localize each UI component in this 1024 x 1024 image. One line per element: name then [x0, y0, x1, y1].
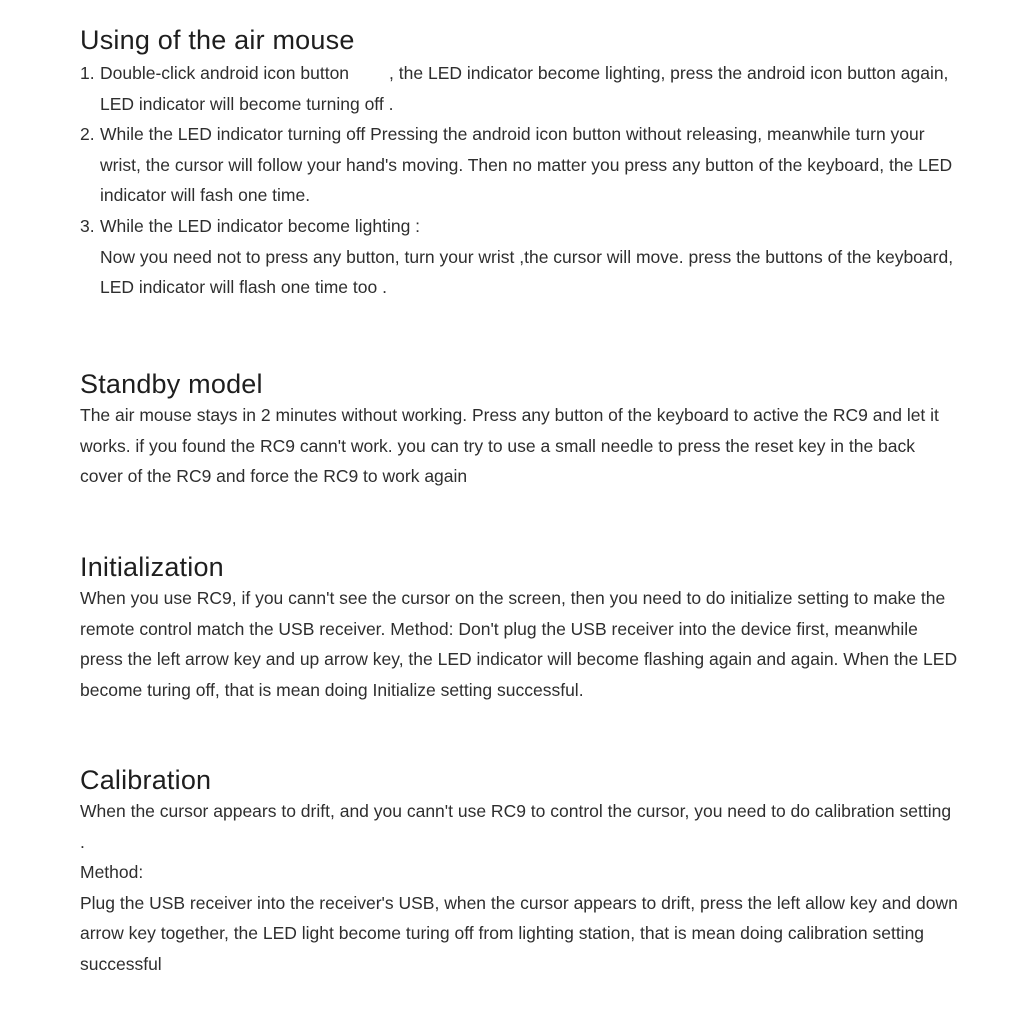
calibration-intro: When the cursor appears to drift, and you cann't use RC9 to control the cursor, you need to do calibration setting .: [80, 801, 952, 852]
list-item: [80, 58, 960, 119]
list-item-number: 2.: [80, 124, 95, 145]
list-item-text: Double-click android icon button: [100, 63, 350, 83]
initialization-section: [80, 551, 960, 705]
initialization-heading: Initialization: [80, 552, 224, 582]
list-item: [80, 119, 960, 211]
calibration-method-label: Method:: [80, 862, 144, 883]
standby-heading: Standby model: [80, 369, 263, 399]
air-mouse-heading: Using of the air mouse: [80, 25, 355, 55]
calibration-heading: Calibration: [80, 765, 212, 795]
standby-body: The air mouse stays in 2 minutes without working. Press any button of the keyboard to active the RC9 and let it works. if you found the RC9 cann't work. you can try to use a small needle to press the reset key in the back cover of the RC9 and force the RC9 to work again: [80, 405, 939, 487]
list-item-text: , the LED indicator become lighting, press the android icon button again, LED indicator will become turning off .: [100, 63, 949, 114]
calibration-method-text: Plug the USB receiver into the receiver's USB, when the cursor appears to drift, press the left allow key and down arrow key together, the LED light become turing off from lighting station, that is mean doing calibration setting successful: [80, 892, 958, 974]
list-item-number: 3.: [80, 215, 95, 236]
standby-section: [80, 368, 960, 492]
air-mouse-section: [80, 24, 960, 303]
list-item: [80, 211, 960, 303]
list-item-subtext: Now you need not to press any button, turn your wrist ,the cursor will move. press the buttons of the keyboard, LED indicator will flash one time too .: [100, 246, 954, 298]
air-mouse-steps: [80, 58, 960, 303]
calibration-section: [80, 764, 960, 980]
list-item-text: While the LED indicator turning off Pressing the android icon button without releasing, meanwhile turn your wrist, the cursor will follow your hand's moving. Then no matter you press any button of the keyboard, the LED indicator will fash one time.: [100, 124, 953, 206]
list-item-number: 1.: [80, 63, 95, 83]
list-item-text: While the LED indicator become lighting :: [100, 215, 421, 236]
initialization-body: When you use RC9, if you cann't see the cursor on the screen, then you need to do initialize setting to make the remote control match the USB receiver. Method: Don't plug the USB receiver into the device first, meanwhile press the left arrow key and up arrow key, the LED indicator will become flashing again and again. When the LED become turing off, that is mean doing Initialize setting successful.: [80, 588, 958, 700]
